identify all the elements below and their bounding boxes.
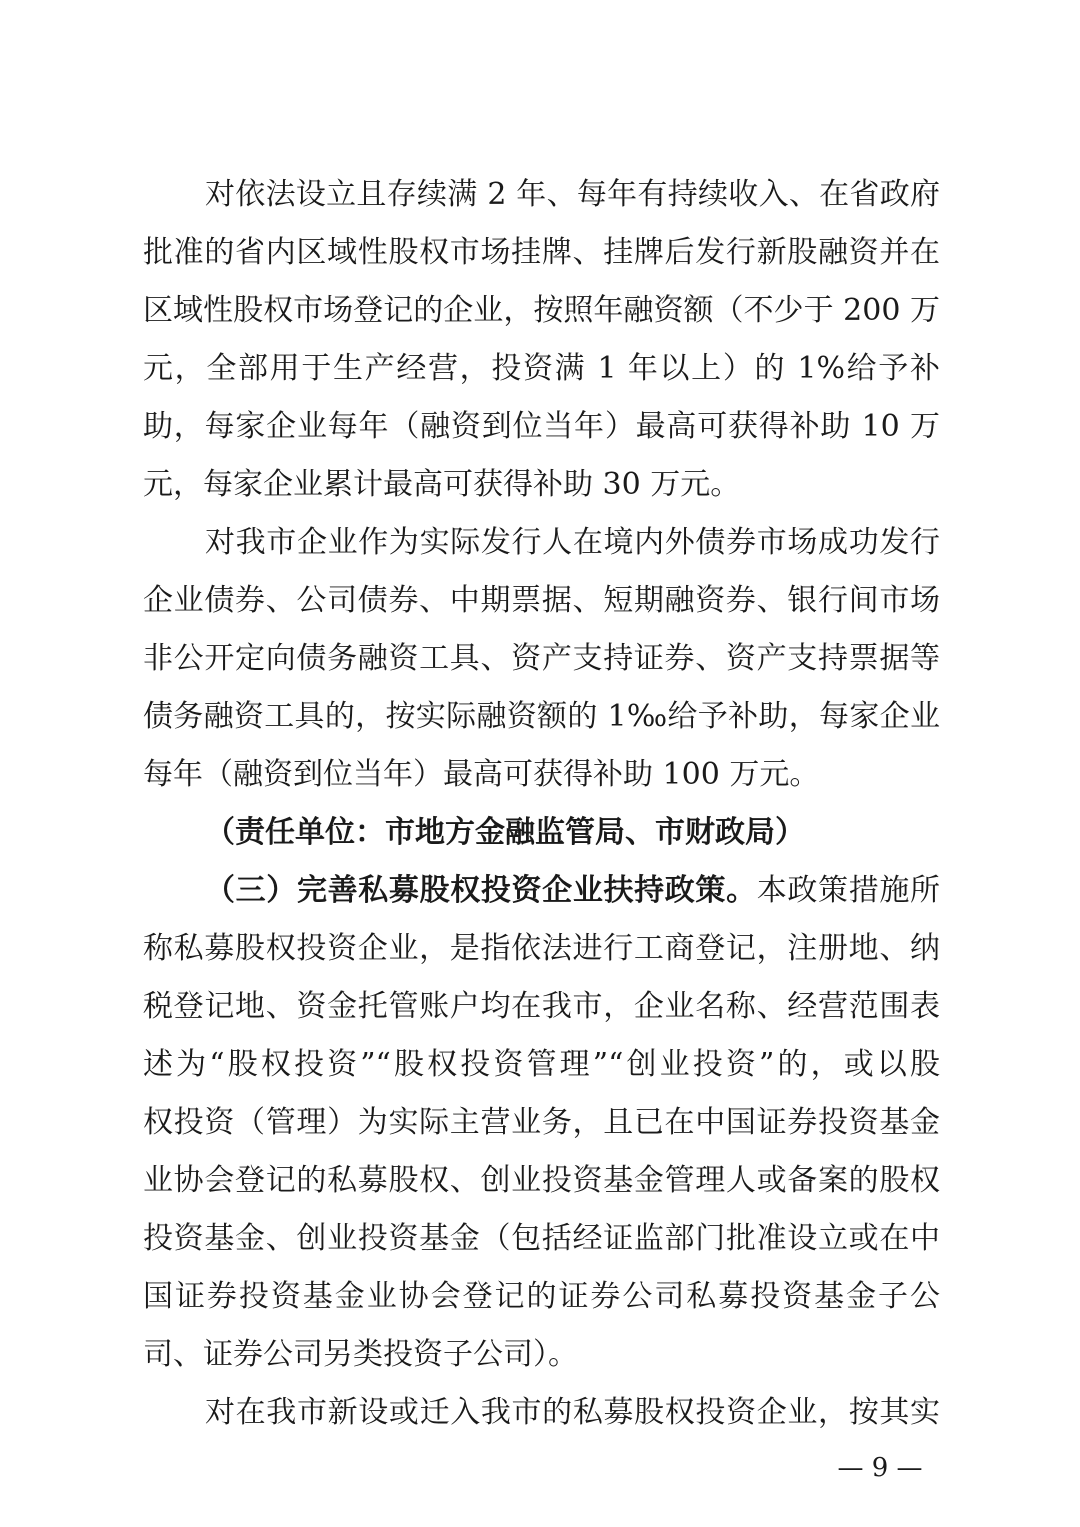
paragraph-1-line-1: 对依法设立且存续满 2 年、每年有持续收入、在省政府 <box>205 177 940 212</box>
paragraph-1-line-3: 区域性股权市场登记的企业，按照年融资额（不少于 200 万 <box>143 293 940 328</box>
paragraph-1-line-4: 元，全部用于生产经营，投资满 1 年以上）的 1%给予补 <box>143 351 940 386</box>
paragraph-5-line-1: 对在我市新设或迁入我市的私募股权投资企业，按其实 <box>205 1395 940 1430</box>
paragraph-2-line-1: 对我市企业作为实际发行人在境内外债券市场成功发行 <box>205 525 940 560</box>
section-3-line-2: 称私募股权投资企业，是指依法进行工商登记，注册地、纳 <box>143 931 940 966</box>
section-3-line-9: 司、证券公司另类投资子公司）。 <box>143 1337 578 1372</box>
section-3-line-3: 税登记地、资金托管账户均在我市，企业名称、经营范围表 <box>143 989 940 1024</box>
section-3-line-8: 国证券投资基金业协会登记的证券公司私募投资基金子公 <box>143 1279 940 1314</box>
section-3-line-4: 述为“股权投资”“股权投资管理”“创业投资”的，或以股 <box>143 1047 940 1082</box>
page-number: — 9 — <box>837 1453 923 1483</box>
responsible-units-line: （责任单位：市地方金融监管局、市财政局） <box>205 815 805 850</box>
section-3-line-1-text: 本政策措施所 <box>756 873 941 908</box>
paragraph-2-line-3: 非公开定向债务融资工具、资产支持证券、资产支持票据等 <box>143 641 940 676</box>
section-3-line-5: 权投资（管理）为实际主营业务，且已在中国证券投资基金 <box>143 1105 940 1140</box>
paragraph-2-line-2: 企业债券、公司债券、中期票据、短期融资券、银行间市场 <box>143 583 940 618</box>
paragraph-2-line-5: 每年（融资到位当年）最高可获得补助 100 万元。 <box>143 757 820 792</box>
paragraph-1-line-6: 元，每家企业累计最高可获得补助 30 万元。 <box>143 467 741 502</box>
paragraph-1-line-2: 批准的省内区域性股权市场挂牌、挂牌后发行新股融资并在 <box>143 235 940 270</box>
paragraph-2-line-4: 债务融资工具的，按实际融资额的 1‰给予补助，每家企业 <box>143 699 940 734</box>
section-3-first-line <box>205 867 940 915</box>
section-3-line-6: 业协会登记的私募股权、创业投资基金管理人或备案的股权 <box>143 1163 940 1198</box>
section-3-heading: （三）完善私募股权投资企业扶持政策。 <box>205 873 757 908</box>
paragraph-1-line-5: 助，每家企业每年（融资到位当年）最高可获得补助 10 万 <box>143 409 940 444</box>
section-3-line-7: 投资基金、创业投资基金（包括经证监部门批准设立或在中 <box>143 1221 940 1256</box>
